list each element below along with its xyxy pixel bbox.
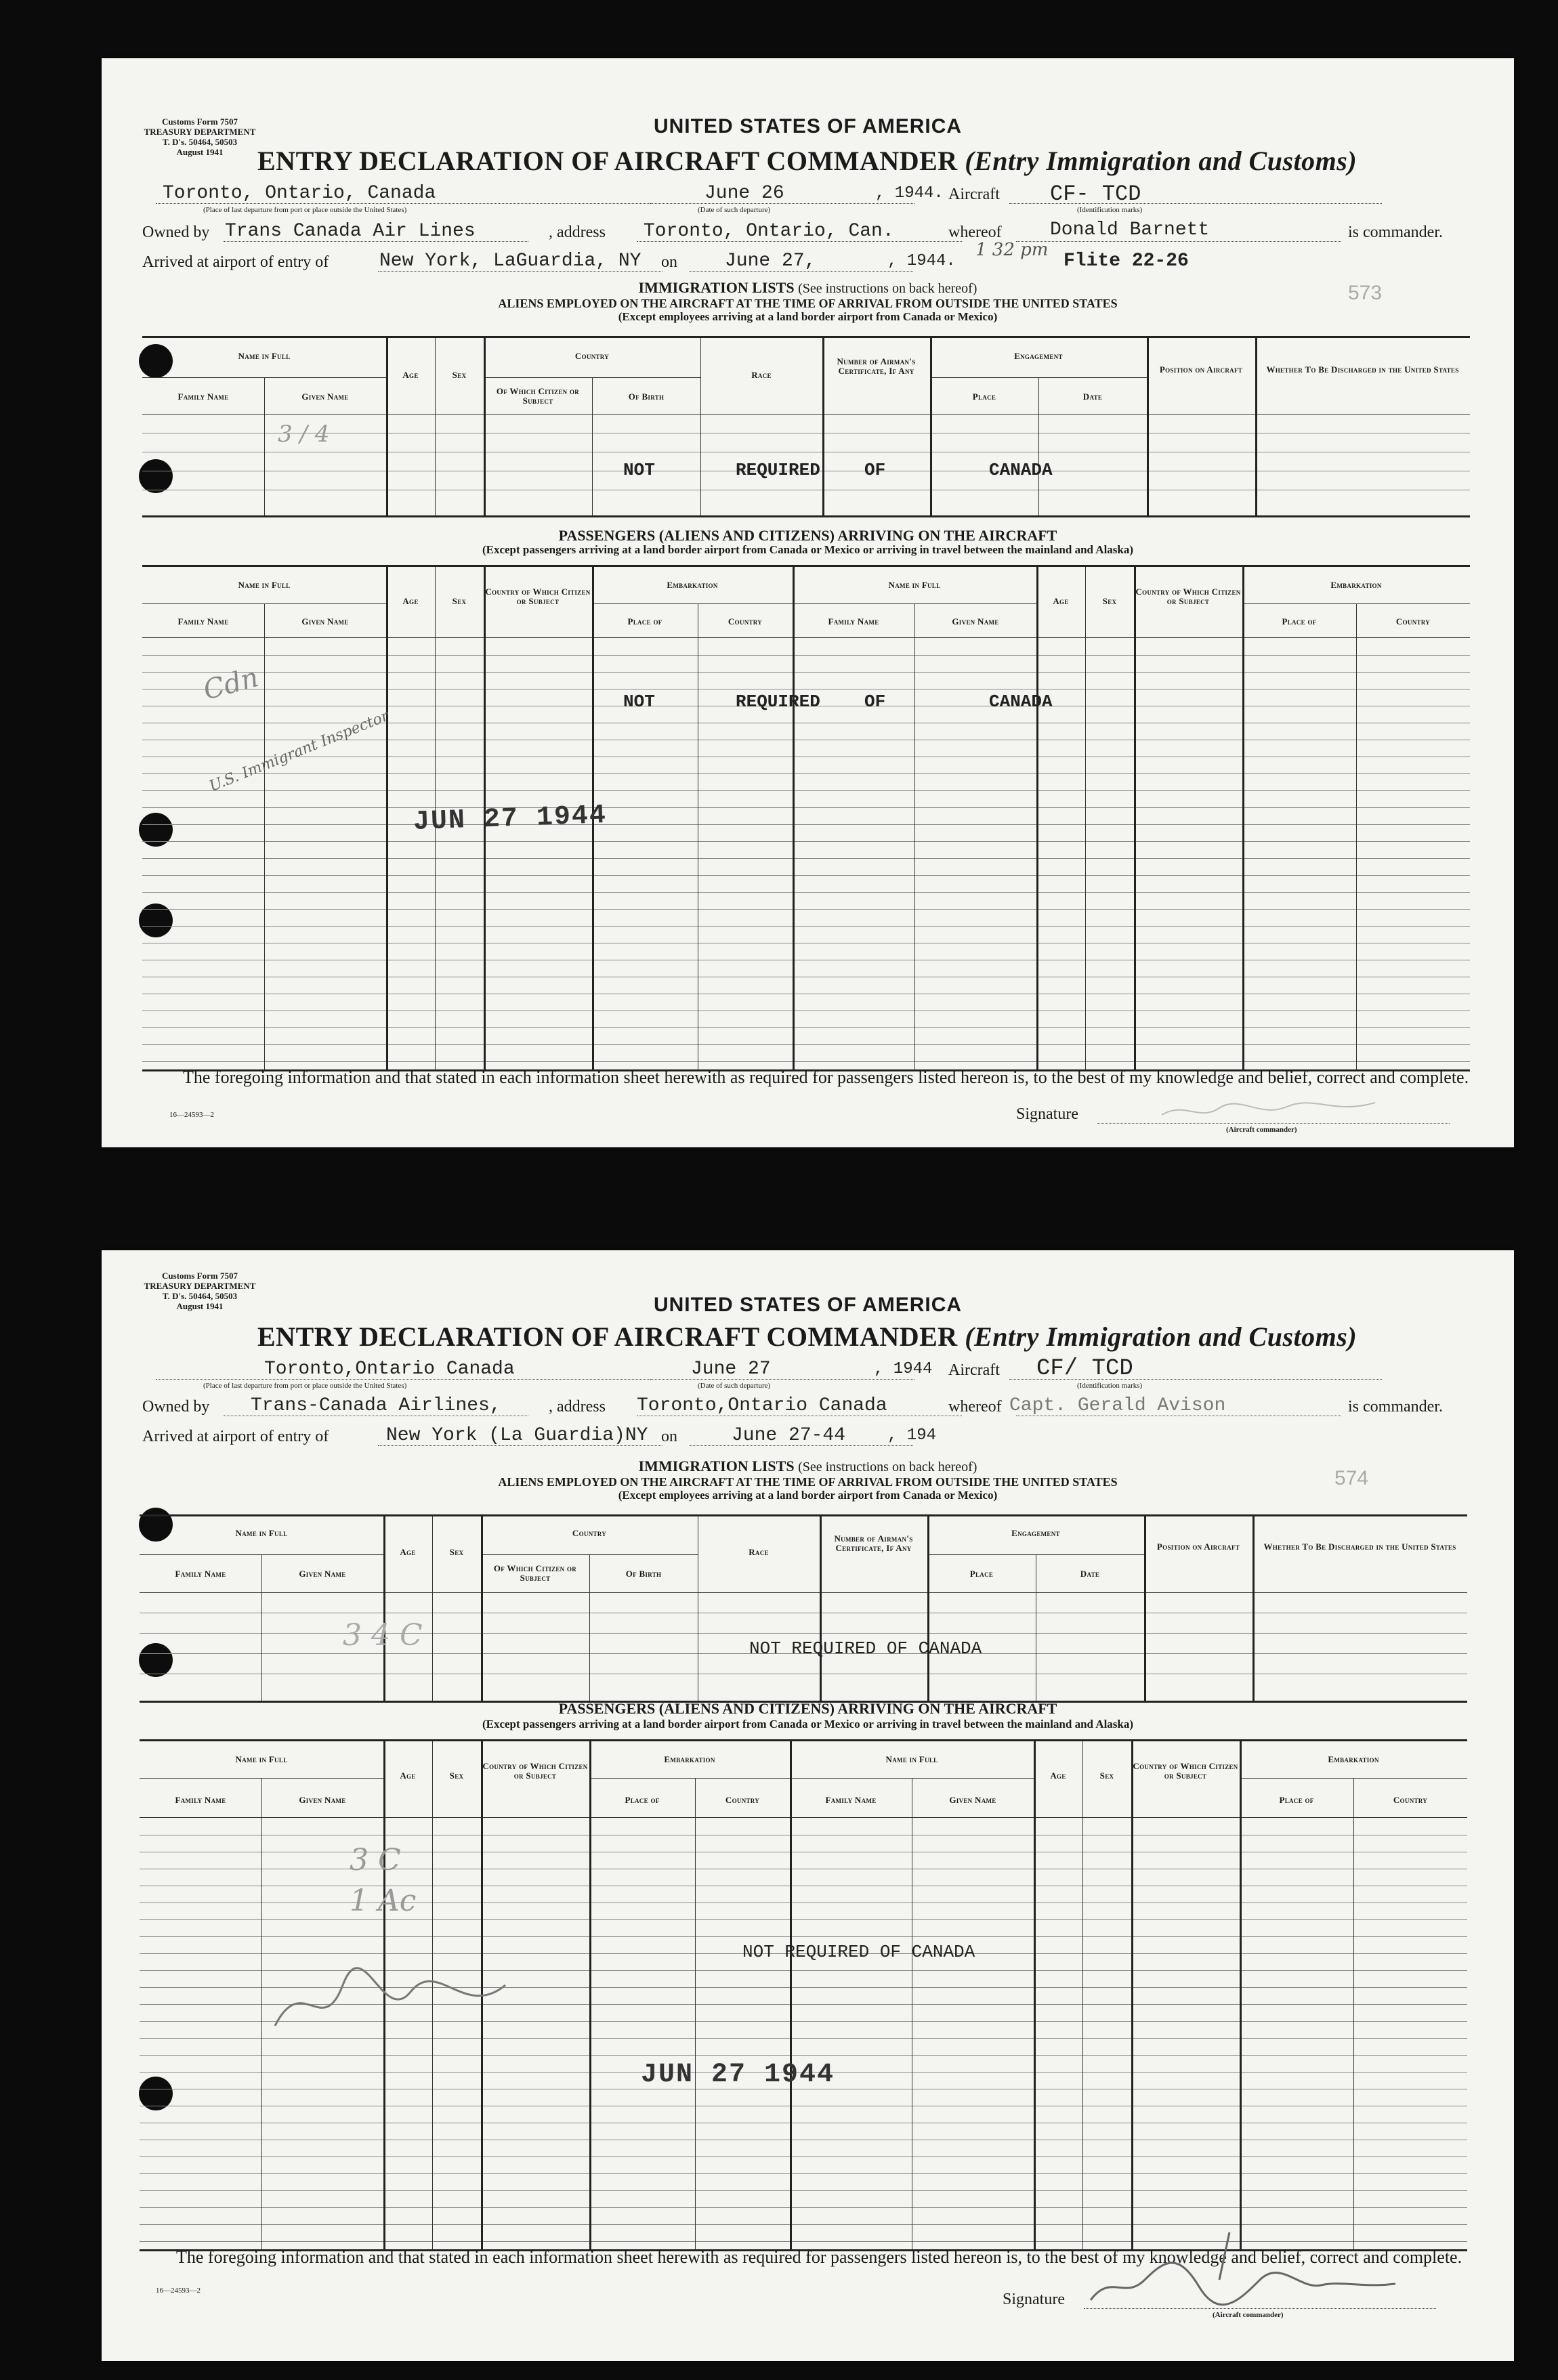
form-date: August 1941: [176, 1301, 224, 1311]
crew-note-canada: CANADA: [989, 460, 1053, 480]
aircraft-mark: CF- TCD: [1050, 182, 1141, 207]
table-rule: [142, 1061, 1470, 1062]
arrival-year: , 1944.: [887, 252, 956, 270]
pcol-family-name-2: Family Name: [825, 1795, 877, 1805]
table-rule: [142, 909, 1470, 910]
arrived-label: Arrived at airport of entry of: [142, 1428, 329, 1445]
on-label: on: [661, 253, 677, 271]
form-date: August 1941: [176, 147, 224, 157]
pcol-name-in-full: Name in Full: [235, 1754, 288, 1764]
form-number: Customs Form 7507: [162, 116, 238, 127]
col-place: Place: [969, 1569, 994, 1579]
passenger-section-title: PASSENGERS (ALIENS AND CITIZENS) ARRIVING ON THE AIRCRAFT: [558, 1700, 1057, 1717]
table-rule: [142, 1027, 1470, 1028]
arrived-label: Arrived at airport of entry of: [142, 253, 329, 271]
departure-place: Toronto, Ontario, Canada: [163, 183, 436, 204]
col-citizen: Of Which Citizen or Subject: [496, 386, 580, 406]
treasury-decisions: T. D's. 50464, 50503: [162, 137, 238, 147]
departure-place: Toronto,Ontario Canada: [264, 1359, 515, 1380]
col-birth: Of Birth: [628, 391, 665, 402]
pcol-given-name-2: Given Name: [952, 616, 999, 626]
flight-number: Flite 22-26: [1064, 251, 1189, 272]
crew-table: [140, 1514, 1467, 1703]
table-rule: [142, 790, 1470, 791]
address-label: , address: [549, 1398, 606, 1416]
pcol-family-name: Family Name: [177, 616, 229, 626]
pcol-citizen-country-2: Country of Which Citizen or Subject: [1135, 587, 1241, 606]
table-rule: [142, 1044, 1470, 1045]
date-caption: (Date of such departure): [698, 1382, 771, 1390]
col-citizen: Of Which Citizen or Subject: [493, 1563, 577, 1583]
departure-date: June 27: [691, 1359, 771, 1380]
form-title-italic: (Entry Immigration and Customs): [965, 146, 1357, 176]
departure-caption: (Place of last departure from port or place outside the United States): [203, 1382, 407, 1390]
pcol-citizen-country: Country of Which Citizen or Subject: [485, 587, 591, 606]
arrival-time: 1 32 pm: [975, 240, 1049, 260]
address-label: , address: [549, 224, 606, 241]
arrival-date: June 27,: [725, 251, 816, 272]
pcol-family-name: Family Name: [175, 1795, 226, 1805]
treasury-decisions: T. D's. 50464, 50503: [162, 1291, 238, 1301]
col-sex: Sex: [449, 1547, 464, 1557]
col-certificate: Number of Airman's Certificate, If Any: [834, 1533, 913, 1553]
pcol-country-2: Country: [1393, 1795, 1428, 1805]
col-family-name: Family Name: [177, 391, 229, 402]
pcol-sex: Sex: [452, 596, 467, 606]
passenger-table: [140, 1739, 1467, 2251]
crew-section-title: [102, 1458, 1514, 1475]
owned-by-label: Owned by: [142, 224, 210, 241]
pcol-age-2: Age: [1050, 1770, 1066, 1781]
table-rule: [142, 875, 1470, 876]
form-title: [257, 1321, 1357, 1353]
date-stamp: JUN 27 1944: [641, 2060, 835, 2090]
col-engagement: Engagement: [1014, 351, 1063, 361]
table-rule: [142, 841, 1470, 842]
crew-subtitle: ALIENS EMPLOYED ON THE AIRCRAFT AT THE TIME OF ARRIVAL FROM OUTSIDE THE UNITED STATES: [498, 297, 1118, 310]
table-rule: [140, 1919, 1467, 1920]
pass-note-required: REQUIRED: [736, 692, 820, 712]
pcol-sex-2: Sex: [1099, 1770, 1114, 1781]
col-country: Country: [572, 1528, 607, 1538]
col-name-in-full: Name in Full: [238, 351, 291, 361]
date-caption: (Date of such departure): [698, 206, 771, 214]
passenger-table: [142, 565, 1470, 1071]
date-stamp: JUN 27 1944: [413, 801, 608, 838]
document-number: 573: [1348, 282, 1383, 304]
aircraft-label: Aircraft: [948, 1361, 1000, 1379]
pcol-place-of-2: Place of: [1279, 1795, 1314, 1805]
country-heading: UNITED STATES OF AMERICA: [653, 115, 963, 137]
commander-signature: [1158, 1095, 1382, 1128]
pass-note-not: NOT: [623, 692, 655, 712]
table-rule: [140, 2055, 1467, 2056]
certification-text: The foregoing information and that stated in each information sheet herewith as required for passengers listed hereon is, to the best of my knowledge and belief, correct and complete.: [176, 2247, 1462, 2267]
pcol-country: Country: [728, 616, 763, 626]
pcol-name-in-full: Name in Full: [238, 580, 291, 590]
crew-title-text: IMMIGRATION LISTS: [638, 1458, 795, 1474]
pcol-place-of: Place of: [625, 1795, 660, 1805]
crew-subtitle: ALIENS EMPLOYED ON THE AIRCRAFT AT THE TIME OF ARRIVAL FROM OUTSIDE THE UNITED STATES: [498, 1475, 1118, 1489]
col-given-name: Given Name: [299, 1569, 346, 1579]
crew-title-note: (See instructions on back hereof): [798, 281, 977, 296]
pass-note-canada: CANADA: [989, 692, 1053, 712]
pcol-embarkation: Embarkation: [664, 1754, 715, 1764]
pcol-place-of-2: Place of: [1282, 616, 1317, 626]
crew-hand-mark: 3 4 C: [343, 1618, 423, 1653]
col-engagement: Engagement: [1011, 1528, 1060, 1538]
signature-caption: (Aircraft commander): [1213, 2311, 1284, 2319]
commander-signature: [1084, 2226, 1409, 2307]
col-race: Race: [749, 1547, 769, 1557]
crew-table: [142, 336, 1470, 517]
pcol-given-name: Given Name: [299, 1795, 346, 1805]
owned-by-label: Owned by: [142, 1398, 210, 1416]
form-code: 16—24593—2: [169, 1111, 214, 1119]
pcol-country-2: Country: [1395, 616, 1431, 626]
pcol-age-2: Age: [1053, 596, 1069, 606]
pcol-sex: Sex: [449, 1770, 464, 1781]
pcol-given-name: Given Name: [301, 616, 349, 626]
address: Toronto,Ontario Canada: [637, 1395, 887, 1416]
table-rule: [142, 672, 1470, 673]
pcol-age: Age: [402, 596, 419, 606]
col-country: Country: [574, 351, 610, 361]
hand-note-1: 3 C: [350, 1843, 401, 1877]
col-place: Place: [972, 391, 996, 402]
declaration-form-1: [102, 58, 1514, 1147]
on-label: on: [661, 1428, 677, 1445]
form-code: 16—24593—2: [156, 2287, 201, 2295]
col-given-name: Given Name: [301, 391, 349, 402]
pcol-name-in-full-2: Name in Full: [885, 1754, 938, 1764]
crew-note: NOT REQUIRED OF CANADA: [749, 1638, 982, 1659]
form-title-main: ENTRY DECLARATION OF AIRCRAFT COMMANDER: [257, 146, 958, 176]
crew-note-required: REQUIRED: [736, 460, 820, 480]
table-rule: [142, 926, 1470, 927]
crew-note-not: NOT: [623, 460, 655, 480]
pcol-name-in-full-2: Name in Full: [888, 580, 941, 590]
departure-date: June 26: [704, 183, 784, 204]
signature-label: Signature: [1003, 2291, 1065, 2308]
document-number: 574: [1334, 1467, 1369, 1489]
departure-caption: (Place of last departure from port or place outside the United States): [203, 206, 407, 214]
hand-note-2: 1 Ac: [350, 1884, 417, 1918]
aircraft-mark: CF/ TCD: [1036, 1356, 1133, 1382]
inspector-initials: [261, 1945, 532, 2053]
pcol-citizen-country: Country of Which Citizen or Subject: [482, 1761, 588, 1781]
crew-title-note: (See instructions on back hereof): [798, 1460, 977, 1474]
col-date: Date: [1080, 1569, 1100, 1579]
table-rule: [142, 807, 1470, 808]
pcol-place-of: Place of: [627, 616, 662, 626]
ident-caption: (Identification marks): [1077, 206, 1143, 214]
commander: Capt. Gerald Avison: [1009, 1395, 1226, 1416]
whereof-label: whereof: [948, 224, 1002, 241]
address: Toronto, Ontario, Can.: [644, 221, 894, 242]
hand-note-inspector: U.S. Immigrant Inspector: [207, 707, 392, 796]
aircraft-label: Aircraft: [948, 186, 1000, 203]
country-heading: UNITED STATES OF AMERICA: [653, 1294, 963, 1316]
arrival-airport: New York, LaGuardia, NY: [379, 251, 641, 272]
col-position: Position on Aircraft: [1156, 1542, 1240, 1552]
table-rule: [140, 1936, 1467, 1937]
passenger-section-title: PASSENGERS (ALIENS AND CITIZENS) ARRIVING ON THE AIRCRAFT: [558, 527, 1057, 544]
form-title-italic: (Entry Immigration and Customs): [965, 1321, 1357, 1352]
declaration-form-2: [102, 1250, 1514, 2361]
pcol-sex-2: Sex: [1102, 596, 1117, 606]
arrival-date: June 27-44: [732, 1425, 846, 1446]
signature-label: Signature: [1016, 1105, 1078, 1123]
department: TREASURY DEPARTMENT: [144, 127, 256, 137]
pcol-citizen-country-2: Country of Which Citizen or Subject: [1133, 1761, 1238, 1781]
form-title-main: ENTRY DECLARATION OF AIRCRAFT COMMANDER: [257, 1321, 958, 1352]
commander-suffix: is commander.: [1348, 1398, 1443, 1416]
pass-note-of: OF: [864, 692, 886, 712]
signature-caption: (Aircraft commander): [1226, 1126, 1297, 1134]
table-rule: [140, 2156, 1467, 2157]
passenger-subtitle: (Except passengers arriving at a land border airport from Canada or Mexico or arriving in travel between the mainland and Alaska): [482, 1718, 1134, 1730]
col-age: Age: [402, 370, 419, 380]
hand-note-cdn: Cdn: [200, 662, 262, 706]
pcol-age: Age: [400, 1770, 416, 1781]
form-number: Customs Form 7507: [162, 1271, 238, 1281]
department: TREASURY DEPARTMENT: [144, 1281, 256, 1291]
table-rule: [140, 2173, 1467, 2174]
owner: Trans Canada Air Lines: [225, 221, 476, 242]
col-position: Position on Aircraft: [1159, 364, 1243, 375]
pcol-embarkation-2: Embarkation: [1330, 580, 1382, 590]
ident-caption: (Identification marks): [1077, 1382, 1143, 1390]
pcol-embarkation-2: Embarkation: [1328, 1754, 1379, 1764]
table-rule: [142, 858, 1470, 859]
table-rule: [142, 824, 1470, 825]
table-rule: [140, 2224, 1467, 2225]
pcol-given-name-2: Given Name: [949, 1795, 996, 1805]
col-age: Age: [400, 1547, 416, 1557]
col-sex: Sex: [452, 370, 467, 380]
commander-suffix: is commander.: [1348, 224, 1443, 241]
crew-subtitle-2: (Except employees arriving at a land border airport from Canada or Mexico): [618, 1489, 998, 1502]
col-birth: Of Birth: [625, 1569, 662, 1579]
col-family-name: Family Name: [175, 1569, 226, 1579]
whereof-label: whereof: [948, 1398, 1002, 1416]
commander: Donald Barnett: [1050, 219, 1210, 240]
table-rule: [142, 892, 1470, 893]
table-rule: [142, 773, 1470, 774]
table-rule: [140, 2207, 1467, 2208]
table-rule: [142, 655, 1470, 656]
passenger-subtitle: (Except passengers arriving at a land border airport from Canada or Mexico or arriving in travel between the mainland and Alaska): [482, 543, 1134, 556]
pcol-country: Country: [725, 1795, 760, 1805]
crew-hand-mark: 3 / 4: [278, 421, 330, 448]
certification-text: The foregoing information and that stated in each information sheet herewith as required for passengers listed hereon is, to the best of my knowledge and belief, correct and complete.: [183, 1067, 1469, 1087]
form-title: [257, 145, 1357, 177]
table-rule: [140, 2190, 1467, 2191]
departure-year: , 1944.: [875, 184, 944, 203]
pcol-family-name-2: Family Name: [828, 616, 879, 626]
arrival-airport: New York (La Guardia)NY: [386, 1425, 648, 1446]
col-name-in-full: Name in Full: [235, 1528, 288, 1538]
col-discharged: Whether To Be Discharged in the United States: [1266, 364, 1459, 375]
col-discharged: Whether To Be Discharged in the United States: [1263, 1542, 1456, 1552]
crew-subtitle-2: (Except employees arriving at a land border airport from Canada or Mexico): [618, 310, 998, 323]
owner: Trans-Canada Airlines,: [251, 1395, 501, 1416]
arrival-year: , 194: [887, 1426, 937, 1445]
col-certificate: Number of Airman's Certificate, If Any: [837, 356, 916, 376]
col-race: Race: [751, 370, 772, 380]
departure-year: , 1944: [874, 1360, 933, 1378]
crew-note-of: OF: [864, 460, 886, 480]
pcol-embarkation: Embarkation: [667, 580, 718, 590]
col-date: Date: [1082, 391, 1103, 402]
crew-title-text: IMMIGRATION LISTS: [638, 279, 795, 296]
crew-section-title: [102, 279, 1514, 297]
pass-note: NOT REQUIRED OF CANADA: [742, 1942, 975, 1962]
